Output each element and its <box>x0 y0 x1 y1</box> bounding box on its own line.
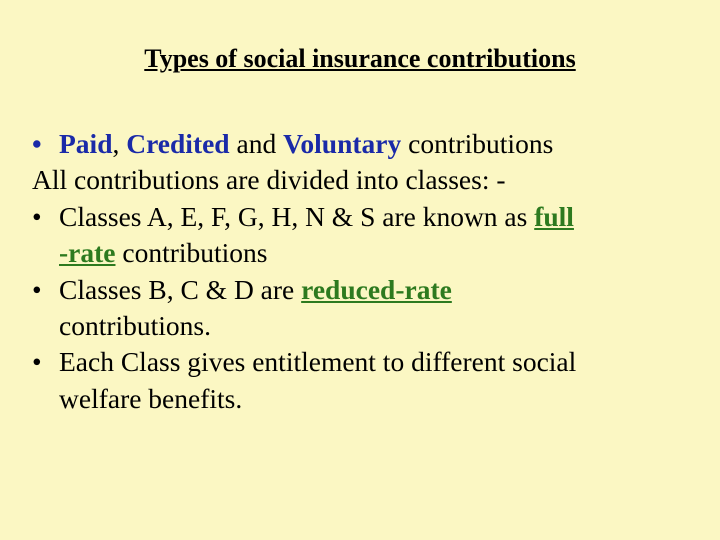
bullet-item-entitlement <box>32 344 692 380</box>
entitlement-text: Each Class gives entitlement to different social <box>59 346 577 378</box>
slide-title: Types of social insurance contributions <box>144 44 576 73</box>
term-full: full <box>534 200 574 232</box>
classes-intro-line: All contributions are divided into classes: - <box>32 164 506 196</box>
term-rate: -rate <box>59 237 116 269</box>
entitlement-tail: welfare benefits. <box>59 382 243 414</box>
reduced-rate-classes-text: Classes B, C & D are <box>59 273 295 305</box>
term-voluntary: Voluntary <box>283 128 402 159</box>
bullet-icon: • <box>32 200 42 232</box>
full-rate-tail: contributions <box>122 237 268 269</box>
bullet-item-full-rate <box>32 199 692 235</box>
term-credited: Credited <box>126 128 230 159</box>
bullet-item-full-rate-continued <box>32 235 692 271</box>
slide-body <box>32 126 692 417</box>
bullet-item-contribution-types <box>32 126 692 162</box>
full-rate-classes-text: Classes A, E, F, G, H, N & S are known as <box>59 200 528 232</box>
word-and: and <box>236 128 277 159</box>
reduced-rate-tail: contributions. <box>59 310 212 342</box>
bullet-icon: • <box>32 128 42 159</box>
bullet-icon: • <box>32 273 42 305</box>
word-contributions: contributions <box>408 128 554 159</box>
term-reduced-rate: reduced-rate <box>301 273 452 305</box>
term-paid: Paid <box>59 128 113 159</box>
bullet-icon: • <box>32 346 42 378</box>
comma: , <box>112 128 120 159</box>
bullet-item-reduced-rate <box>32 272 692 308</box>
